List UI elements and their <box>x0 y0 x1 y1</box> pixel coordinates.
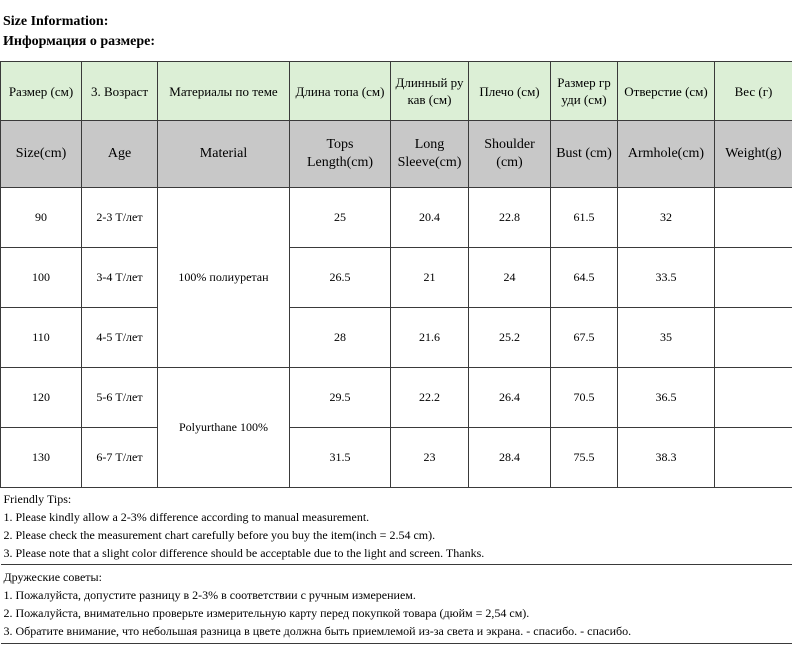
sleeve-cell: 23 <box>391 428 469 488</box>
header-ru-cell: Размер гр уди (см) <box>551 62 618 121</box>
header-en-cell: Bust (cm) <box>551 121 618 188</box>
shoulder-cell: 24 <box>469 248 551 308</box>
material-cell: 100% полиуретан <box>158 188 290 368</box>
size-cell: 130 <box>1 428 82 488</box>
header-en-cell: Long Sleeve(cm) <box>391 121 469 188</box>
bust-cell: 75.5 <box>551 428 618 488</box>
header-ru-cell: 3. Возраст <box>82 62 158 121</box>
armhole-cell: 32 <box>618 188 715 248</box>
header-ru-cell: Размер (см) <box>1 62 82 121</box>
age-cell: 2-3 Т/лет <box>82 188 158 248</box>
header-row-en <box>1 121 792 188</box>
size-cell: 120 <box>1 368 82 428</box>
age-cell: 4-5 Т/лет <box>82 308 158 368</box>
age-cell: 6-7 Т/лет <box>82 428 158 488</box>
size-cell: 110 <box>1 308 82 368</box>
header-en-cell: Weight(g) <box>715 121 792 188</box>
age-cell: 5-6 Т/лет <box>82 368 158 428</box>
sleeve-cell: 22.2 <box>391 368 469 428</box>
table-row <box>1 248 792 308</box>
material-cell: Polyurthane 100% <box>158 368 290 488</box>
sleeve-cell: 21 <box>391 248 469 308</box>
tips-en-row <box>1 488 792 565</box>
bust-cell: 61.5 <box>551 188 618 248</box>
header-en-cell: Tops Length(cm) <box>290 121 391 188</box>
tops-length-cell: 28 <box>290 308 391 368</box>
table-row <box>1 188 792 248</box>
header-row-ru <box>1 62 792 121</box>
tops-length-cell: 29.5 <box>290 368 391 428</box>
weight-cell <box>715 248 792 308</box>
tips-en-line: Friendly Tips: <box>3 492 72 506</box>
table-row <box>1 368 792 428</box>
tips-en-line: 2. Please check the measurement chart carefully before you buy the item(inch = 2.54 cm). <box>3 528 436 542</box>
weight-cell <box>715 368 792 428</box>
size-cell: 100 <box>1 248 82 308</box>
tops-length-cell: 31.5 <box>290 428 391 488</box>
table-row <box>1 308 792 368</box>
tips-en-line: 3. Please note that a slight color difference should be acceptable due to the light and screen. Thanks. <box>3 546 485 560</box>
bust-cell: 64.5 <box>551 248 618 308</box>
armhole-cell: 33.5 <box>618 248 715 308</box>
weight-cell <box>715 308 792 368</box>
age-cell: 3-4 Т/лет <box>82 248 158 308</box>
header-ru-cell: Вес (г) <box>715 62 792 121</box>
armhole-cell: 35 <box>618 308 715 368</box>
bust-cell: 70.5 <box>551 368 618 428</box>
header-en-cell: Age <box>82 121 158 188</box>
tips-ru-line: 3. Обратите внимание, что небольшая разница в цвете должна быть приемлемой из-за света и экрана. - спасибо. - спасибо. <box>3 624 632 638</box>
tips-ru-line: Дружеские советы: <box>3 570 102 584</box>
shoulder-cell: 22.8 <box>469 188 551 248</box>
size-info-heading-en: Size Information: <box>3 14 109 29</box>
header-en-cell: Armhole(cm) <box>618 121 715 188</box>
tips-ru-row <box>1 565 792 644</box>
tips-en-block <box>1 488 792 565</box>
sleeve-cell: 21.6 <box>391 308 469 368</box>
weight-cell <box>715 188 792 248</box>
header-en-cell: Size(cm) <box>1 121 82 188</box>
sleeve-cell: 20.4 <box>391 188 469 248</box>
tops-length-cell: 25 <box>290 188 391 248</box>
tops-length-cell: 26.5 <box>290 248 391 308</box>
tips-en-line: 1. Please kindly allow a 2-3% difference according to manual measurement. <box>3 510 370 524</box>
header-en-cell: Material <box>158 121 290 188</box>
weight-cell <box>715 428 792 488</box>
table-row <box>1 428 792 488</box>
shoulder-cell: 25.2 <box>469 308 551 368</box>
shoulder-cell: 28.4 <box>469 428 551 488</box>
bust-cell: 67.5 <box>551 308 618 368</box>
header-en-cell: Shoulder (cm) <box>469 121 551 188</box>
size-cell: 90 <box>1 188 82 248</box>
size-table <box>0 61 792 644</box>
size-info-heading-ru: Информация о размере: <box>3 34 155 49</box>
tips-ru-line: 1. Пожалуйста, допустите разницу в 2-3% в соответствии с ручным измерением. <box>3 588 416 602</box>
armhole-cell: 36.5 <box>618 368 715 428</box>
header-ru-cell: Длинный ру кав (см) <box>391 62 469 121</box>
header-ru-cell: Материалы по теме <box>158 62 290 121</box>
tips-ru-block <box>1 565 792 644</box>
tips-ru-line: 2. Пожалуйста, внимательно проверьте измерительную карту перед покупкой товара (дюйм = 2,54 см). <box>3 606 530 620</box>
header-ru-cell: Длина топа (см) <box>290 62 391 121</box>
header-ru-cell: Отверстие (см) <box>618 62 715 121</box>
shoulder-cell: 26.4 <box>469 368 551 428</box>
armhole-cell: 38.3 <box>618 428 715 488</box>
header-ru-cell: Плечо (см) <box>469 62 551 121</box>
